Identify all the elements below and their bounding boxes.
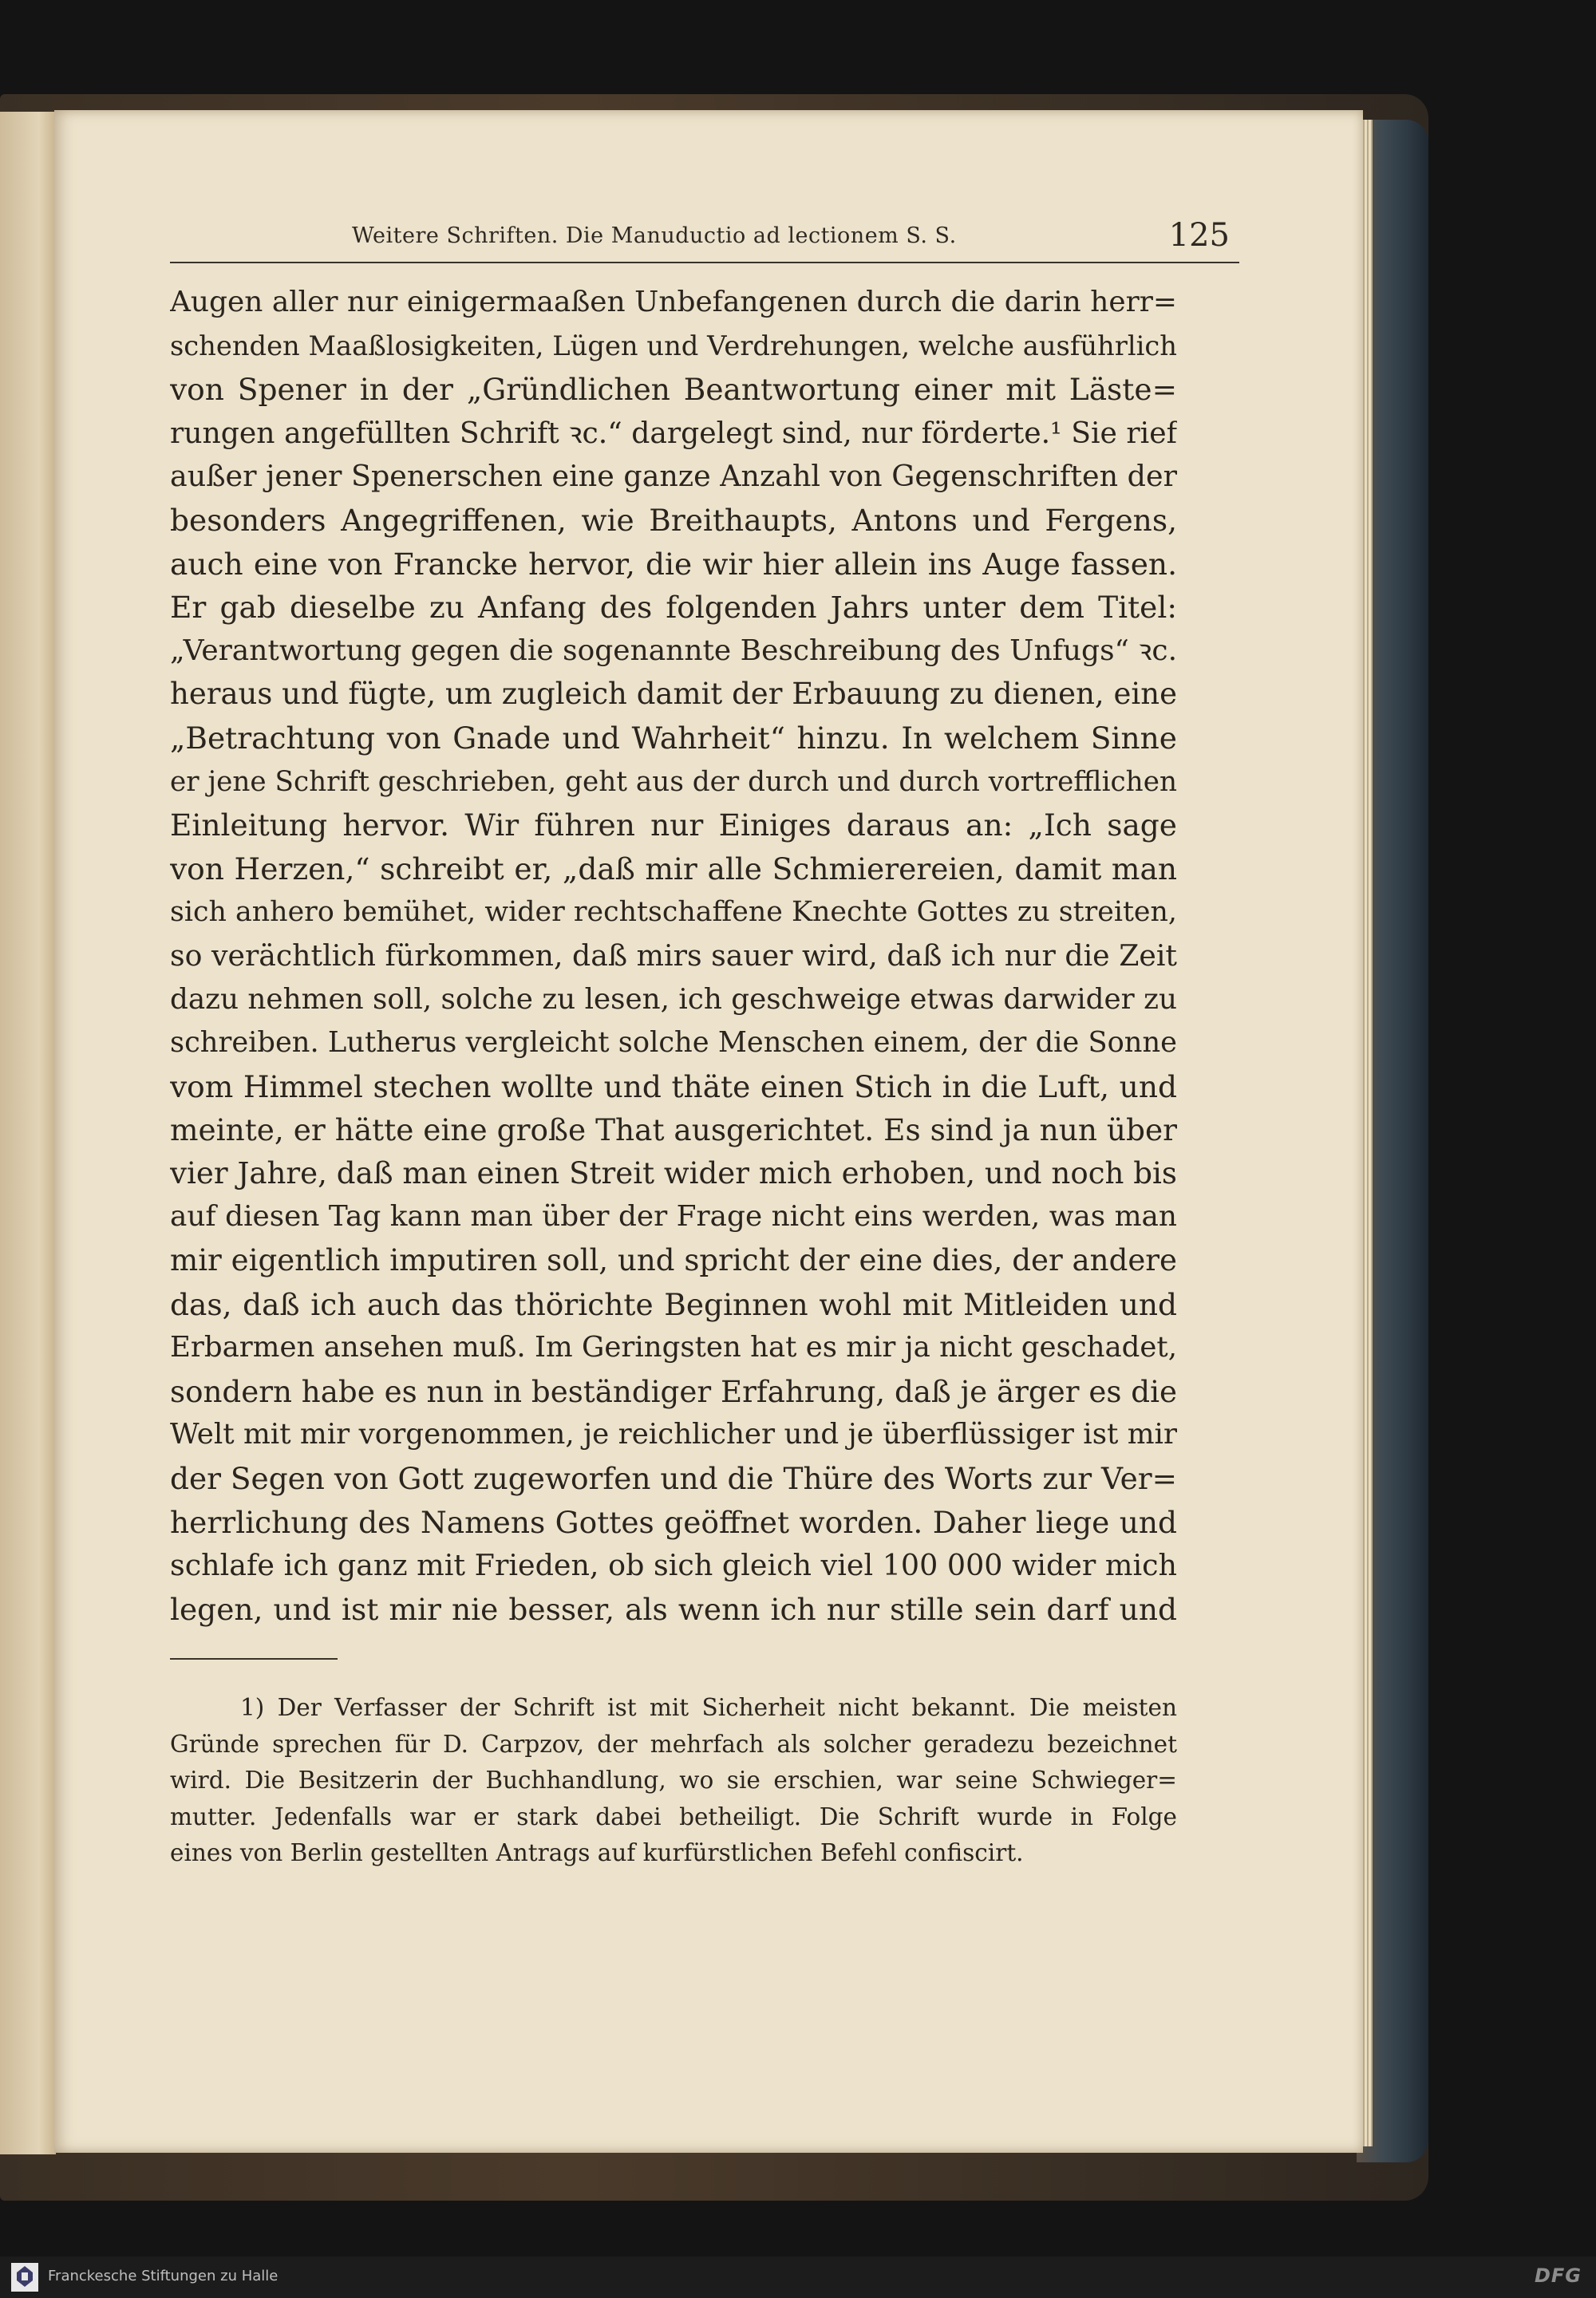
body-line: heraus und fügte, um zugleich damit der Erbauung zu dienen, eine bbox=[170, 677, 1177, 712]
body-line: meinte, er hätte eine große That ausgerichtet. Es sind ja nun über bbox=[170, 1112, 1177, 1148]
body-line: so verächtlich fürkommen, daß mirs sauer wird, daß ich nur die Zeit bbox=[170, 938, 1177, 973]
footnote-divider bbox=[170, 1658, 338, 1660]
body-line: Augen aller nur einigermaaßen Unbefangenen durch die darin herr= bbox=[170, 286, 1177, 318]
body-line: schreiben. Lutherus vergleicht solche Menschen einem, der die Sonne bbox=[170, 1026, 1177, 1060]
running-head bbox=[170, 214, 1239, 263]
body-line: sondern habe es nun in beständiger Erfahrung, daß je ärger es die bbox=[170, 1373, 1177, 1409]
body-line: das, daß ich auch das thörichte Beginnen wohl mit Mitleiden und bbox=[170, 1286, 1177, 1322]
body-line: Erbarmen ansehen muß. Im Geringsten hat es mir ja nicht geschadet, bbox=[170, 1331, 1177, 1364]
body-line: vier Jahre, daß man einen Streit wider mich erhoben, und noch bis bbox=[170, 1155, 1177, 1190]
body-line: von Spener in der „Gründlichen Beantwortung einer mit Läste= bbox=[170, 372, 1177, 408]
page-number: 125 bbox=[1168, 217, 1230, 254]
body-line: vom Himmel stechen wollte und thäte einen Stich in die Luft, und bbox=[170, 1068, 1177, 1104]
body-text bbox=[170, 281, 1177, 1631]
body-line: rungen angefüllten Schrift ꝛc.“ dargelegt sind, nur förderte.¹ Sie rief bbox=[170, 415, 1177, 450]
body-line: besonders Angegriffenen, wie Breithaupts, Antons und Fergens, bbox=[170, 502, 1177, 538]
body-line: herrlichung des Namens Gottes geöffnet worden. Daher liege und bbox=[170, 1504, 1177, 1540]
body-line: mir eigentlich imputiren soll, und spricht der eine dies, der andere bbox=[170, 1243, 1177, 1278]
footnotes bbox=[170, 1690, 1177, 1872]
body-line: Er gab dieselbe zu Anfang des folgenden Jahrs unter dem Titel: bbox=[170, 590, 1177, 626]
body-line: der Segen von Gott zugeworfen und die Thüre des Worts zur Ver= bbox=[170, 1461, 1177, 1497]
body-line: „Verantwortung gegen die sogenannte Beschreibung des Unfugs“ ꝛc. bbox=[170, 634, 1177, 667]
book-page bbox=[54, 110, 1363, 2153]
body-line: „Betrachtung von Gnade und Wahrheit“ hinzu. In welchem Sinne bbox=[170, 720, 1177, 756]
footer-bar bbox=[0, 2257, 1596, 2298]
body-line: auch eine von Francke hervor, die wir hier allein ins Auge fassen. bbox=[170, 546, 1177, 582]
dfg-label: DFG bbox=[1534, 2264, 1582, 2287]
body-line: Einleitung hervor. Wir führen nur Einiges daraus an: „Ich sage bbox=[170, 807, 1177, 843]
body-line: außer jener Spenerschen eine ganze Anzahl von Gegenschriften der bbox=[170, 459, 1177, 494]
institution-crest-icon bbox=[11, 2263, 38, 2292]
body-line: schlafe ich ganz mit Frieden, ob sich gleich viel 100 000 wider mich bbox=[170, 1548, 1177, 1583]
left-page-edge bbox=[0, 112, 56, 2154]
footnote-line: mutter. Jedenfalls war er stark dabei betheiligt. Die Schrift wurde in Folge bbox=[170, 1802, 1177, 1830]
footnote-line: wird. Die Besitzerin der Buchhandlung, wo sie erschien, war seine Schwieger= bbox=[170, 1767, 1177, 1795]
running-title: Weitere Schriften. Die Manuductio ad lectionem S. S. bbox=[352, 223, 957, 248]
footnote-line: Gründe sprechen für D. Carpzov, der mehrfach als solcher geradezu bezeichnet bbox=[170, 1730, 1177, 1758]
body-line: auf diesen Tag kann man über der Frage nicht eins werden, was man bbox=[170, 1200, 1177, 1234]
institution-name: Franckesche Stiftungen zu Halle bbox=[48, 2268, 279, 2284]
footnote-line: 1) Der Verfasser der Schrift ist mit Sicherheit nicht bekannt. Die meisten bbox=[240, 1694, 1177, 1722]
body-line: Welt mit mir vorgenommen, je reichlicher und je überflüssiger ist mir bbox=[170, 1418, 1177, 1451]
body-line: er jene Schrift geschrieben, geht aus der durch und durch vortrefflichen bbox=[170, 765, 1177, 798]
body-line: dazu nehmen soll, solche zu lesen, ich geschweige etwas darwider zu bbox=[170, 982, 1177, 1016]
body-line: von Herzen,“ schreibt er, „daß mir alle Schmierereien, damit man bbox=[170, 851, 1177, 886]
footnote-line: eines von Berlin gestellten Antrags auf kurfürstlichen Befehl confiscirt. bbox=[170, 1839, 1024, 1867]
body-line: sich anhero bemühet, wider rechtschaffene Knechte Gottes zu streiten, bbox=[170, 896, 1177, 929]
page-content bbox=[170, 214, 1239, 1872]
body-line: legen, und ist mir nie besser, als wenn ich nur stille sein darf und bbox=[170, 1591, 1177, 1627]
body-line: schenden Maaßlosigkeiten, Lügen und Verdrehungen, welche ausführlich bbox=[170, 330, 1177, 361]
